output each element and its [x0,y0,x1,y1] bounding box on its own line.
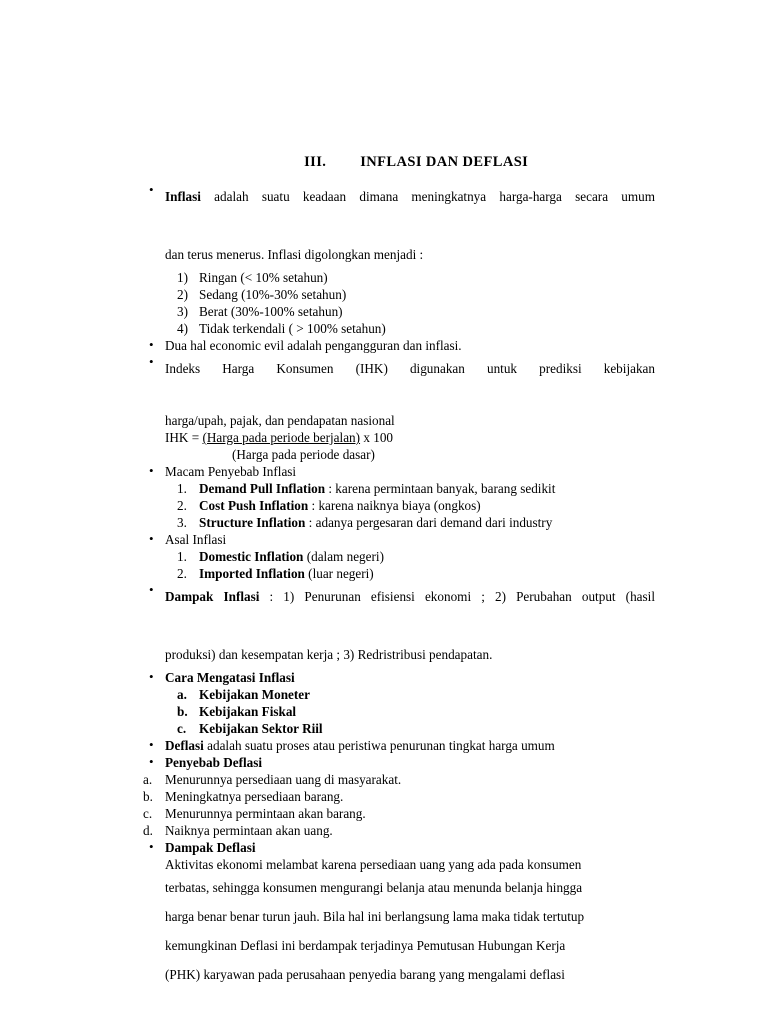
economic-evil-text: Dua hal economic evil adalah pengangguran dan inflasi. [165,338,462,353]
cara-mengatasi-heading [0,669,768,686]
list-item [0,480,768,497]
list-marker: 2. [177,566,187,581]
deflasi-definition-term: Deflasi [165,738,204,753]
list-item-text: : karena permintaan banyak, barang sedikit [325,481,556,496]
list-marker: a. [177,687,187,702]
ihk-continuation-text: harga/upah, pajak, dan pendapatan nasional [165,413,395,428]
penyebab-deflasi-heading [0,754,768,771]
list-item-text: Ringan (< 10% setahun) [199,270,328,285]
list-marker: a. [143,772,153,787]
list-marker: 1. [177,481,187,496]
dampak-deflasi-line-text: terbatas, sehingga konsumen mengurangi belanja atau menunda belanja hingga [165,880,583,895]
list-marker: b. [143,789,153,804]
inflasi-definition-text: adalah suatu keadaan dimana meningkatnya harga-harga secara umum [200,189,655,204]
list-item [0,565,768,582]
ihk-formula-numerator-line [0,429,768,446]
list-item-term: Domestic Inflation [199,549,304,564]
dampak-inflasi-continuation-text: produksi) dan kesempatan kerja ; 3) Redristribusi pendapatan. [165,647,493,662]
list-marker: 2. [177,498,187,513]
list-marker: c. [177,721,187,736]
list-item [0,497,768,514]
list-item [0,703,768,720]
dampak-inflasi-text: : 1) Penurunan efisiensi ekonomi ; 2) Perubahan output (hasil [259,589,655,604]
list-marker: 1. [177,549,187,564]
dampak-deflasi-line-text: kemungkinan Deflasi ini berdampak terjadinya Pemutusan Hubungan Kerja [165,938,566,953]
dampak-deflasi-line [0,856,768,873]
list-item [0,771,768,788]
dampak-deflasi-line-text: (PHK) karyawan pada perusahaan penyedia barang yang mengalami deflasi [165,967,565,982]
list-marker: d. [143,823,153,838]
asal-inflasi-heading [0,531,768,548]
list-item [0,805,768,822]
dampak-deflasi-heading [0,839,768,856]
list-item-text: Berat (30%-100% setahun) [199,304,343,319]
list-item-text: Kebijakan Sektor Riil [199,721,323,736]
dampak-deflasi-heading-text: Dampak Deflasi [165,840,256,855]
formula-lead: IHK = [165,430,203,445]
list-item [0,822,768,839]
formula-multiplier: x 100 [360,430,394,445]
list-marker: 2) [177,287,188,302]
dampak-inflasi-continuation [0,640,768,669]
list-item-term: Cost Push Inflation [199,498,309,513]
dampak-deflasi-line [0,960,768,989]
penyebab-deflasi-heading-text: Penyebab Deflasi [165,755,263,770]
list-marker: 3) [177,304,188,319]
list-item [0,303,768,320]
ihk-item-text: Indeks Harga Konsumen (IHK) digunakan untuk prediksi kebijakan [165,361,655,376]
list-item-text: (dalam negeri) [303,549,384,564]
macam-penyebab-heading [0,463,768,480]
list-item-text: : karena naiknya biaya (ongkos) [308,498,481,513]
list-item-text: Kebijakan Fiskal [199,704,297,719]
deflasi-definition-text: adalah suatu proses atau peristiwa penurunan tingkat harga umum [203,738,555,753]
ihk-item [0,354,768,412]
dampak-inflasi-item [0,582,768,640]
formula-numerator: (Harga pada periode berjalan) [202,430,361,445]
formula-denominator: (Harga pada periode dasar) [232,447,375,462]
list-item [0,548,768,565]
list-item-text: Kebijakan Moneter [199,687,310,702]
list-item-text: Menurunnya persediaan uang di masyarakat. [165,772,402,787]
dampak-deflasi-line [0,931,768,960]
cara-mengatasi-heading-text: Cara Mengatasi Inflasi [165,670,295,685]
list-item-text: : adanya pergesaran dari demand dari industry [305,515,553,530]
inflasi-definition [0,182,768,240]
asal-inflasi-heading-text: Asal Inflasi [165,532,227,547]
dampak-deflasi-line [0,902,768,931]
ihk-continuation [0,412,768,429]
list-item [0,514,768,531]
deflasi-definition [0,737,768,754]
list-item [0,788,768,805]
inflasi-definition-continuation [0,240,768,269]
list-marker: 3. [177,515,187,530]
list-item-term: Imported Inflation [199,566,305,581]
list-item-text: Naiknya permintaan akan uang. [165,823,333,838]
dampak-deflasi-line [0,873,768,902]
page-title [288,137,528,188]
list-item-text: Tidak terkendali ( > 100% setahun) [199,321,386,336]
inflasi-definition-continuation-text: dan terus menerus. Inflasi digolongkan menjadi : [165,247,424,262]
list-item [0,320,768,337]
dampak-inflasi-term: Dampak Inflasi [165,589,260,604]
inflasi-definition-term: Inflasi [165,189,201,204]
list-item-text: Meningkatnya persediaan barang. [165,789,344,804]
list-item [0,686,768,703]
dampak-deflasi-line-text: harga benar benar turun jauh. Bila hal ini berlangsung lama maka tidak tertutup [165,909,585,924]
list-item [0,286,768,303]
document-body [0,182,768,989]
economic-evil-item [0,337,768,354]
list-item-text: Menurunnya permintaan akan barang. [165,806,366,821]
list-item-term: Demand Pull Inflation [199,481,326,496]
list-item [0,269,768,286]
macam-penyebab-heading-text: Macam Penyebab Inflasi [165,464,297,479]
ihk-formula-denominator-line [0,446,768,463]
list-marker: 1) [177,270,188,285]
title-number: III. [304,154,327,170]
list-item-text: (luar negeri) [304,566,374,581]
list-item-text: Sedang (10%-30% setahun) [199,287,347,302]
list-item-term: Structure Inflation [199,515,306,530]
list-marker: 4) [177,321,188,336]
title-text: INFLASI DAN DEFLASI [360,154,529,170]
list-item [0,720,768,737]
list-marker: c. [143,806,153,821]
dampak-deflasi-line-text: Aktivitas ekonomi melambat karena persediaan uang yang ada pada konsumen [165,857,582,872]
list-marker: b. [177,704,188,719]
